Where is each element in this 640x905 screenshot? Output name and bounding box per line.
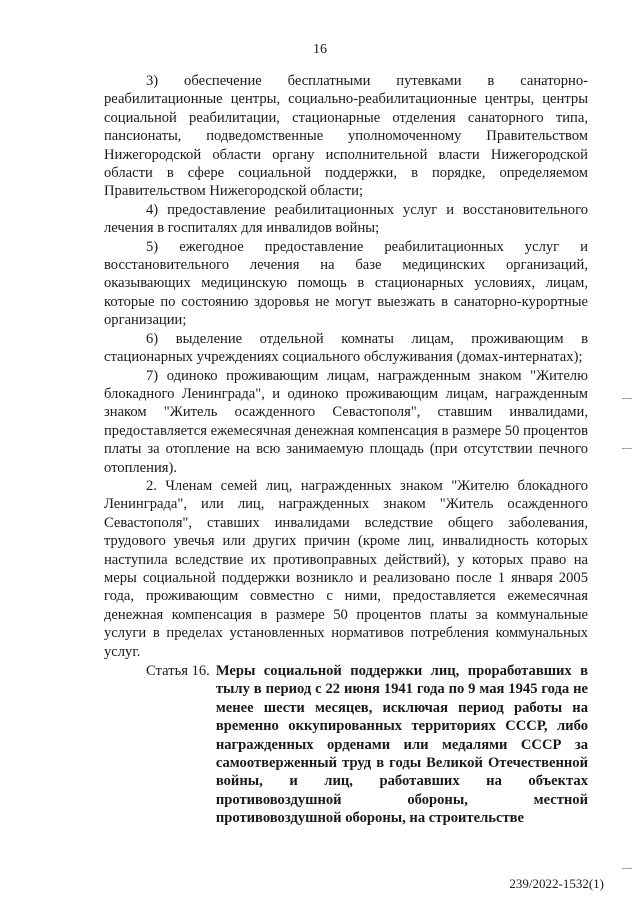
- document-body: [104, 72, 588, 661]
- paragraph-item-7: 7) одиноко проживающим лицам, награжденным знаком "Жителю блокадного Ленинграда", и одиноко проживающим лицам, награжденным знаком "Житель осажденного Севастополя", ставшим инвалидами, предоставляется ежемесячная денежная компенсация в размере 50 процентов платы за отопление на всю занимаемую площадь (при отсутствии печного отопления).: [104, 367, 588, 476]
- article-heading: [146, 662, 588, 828]
- document-code: 239/2022-1532(1): [509, 876, 604, 891]
- paragraph-part-2: 2. Членам семей лиц, награжденных знаком "Жителю блокадного Ленинграда", или лиц, награжденных знаком "Житель осажденного Севастополя", ставших инвалидами вследствие общего заболевания, трудового увечья или других причин (кроме лиц, инвалидность которых наступила вследствие их противоправных действий), у которых право на меры социальной поддержки возникло и реализовано после 1 января 2005 года, проживающим совместно с ними, предоставляется ежемесячная денежная компенсация в размере 50 процентов платы за коммунальные услуги в пределах установленных нормативов потребления коммунальных услуг.: [104, 477, 588, 660]
- paragraph-item-4: 4) предоставление реабилитационных услуг и восстановительного лечения в госпиталях для инвалидов войны;: [104, 201, 588, 237]
- margin-dash-mark: [622, 398, 632, 400]
- margin-dash-mark: [622, 868, 632, 870]
- page-number: 16: [313, 42, 327, 57]
- article-label: Статья 16.: [146, 663, 210, 679]
- paragraph-item-6: 6) выделение отдельной комнаты лицам, проживающим в стационарных учреждениях социального обслуживания (домах-интернатах);: [104, 330, 588, 366]
- paragraph-item-3: 3) обеспечение бесплатными путевками в санаторно-реабилитационные центры, социально-реабилитационные центры, центры социальной реабилитации, стационарные отделения санаторного типа, пансионаты, подведомственные уполномоченному Правительством Нижегородской области органу исполнительной власти Нижегородской области в сфере социальной поддержки, в порядке, определяемом Правительством Нижегородской области;: [104, 73, 588, 200]
- article-title: Меры социальной поддержки лиц, проработавших в тылу в период с 22 июня 1941 года по 9 мая 1945 года не менее шести месяцев, исключая период работы на временно оккупированных территориях СССР, либо награжденных орденами или медалями СССР за самоотверженный труд в годы Великой Отечественной войны, и лиц, работавших на объектах противовоздушной обороны, местной противовоздушной обороны, на строительстве: [215, 663, 588, 827]
- margin-dash-mark: [622, 448, 632, 450]
- paragraph-item-5: 5) ежегодное предоставление реабилитационных услуг и восстановительного лечения на базе медицинских организаций, оказывающих медицинскую помощь в стационарных условиях, лицам, которые по состоянию здоровья не могут выезжать в санаторно-курортные организации;: [104, 238, 588, 329]
